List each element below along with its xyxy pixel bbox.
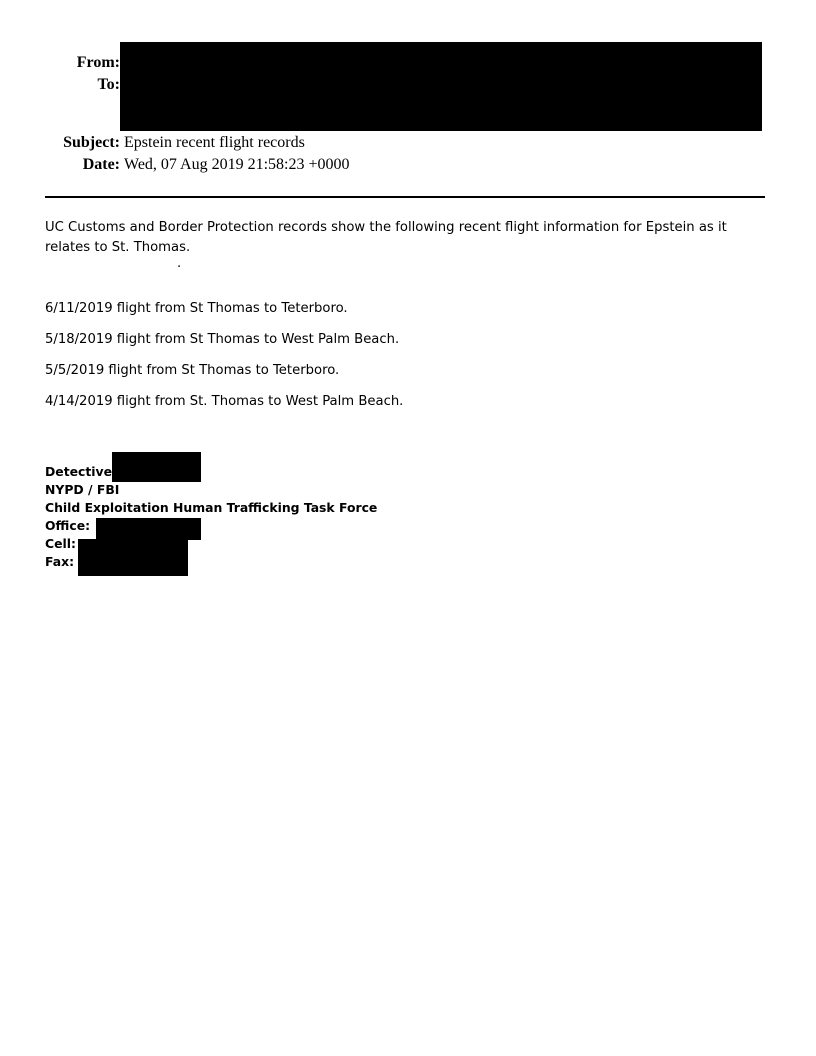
subject-label: Subject:: [63, 134, 120, 151]
flight-record: 6/11/2019 flight from St Thomas to Teterboro.: [45, 301, 348, 316]
header-divider: [45, 196, 765, 198]
office-label: Office:: [45, 518, 91, 533]
stray-mark: .: [177, 256, 182, 271]
fax-label: Fax:: [45, 554, 75, 569]
flight-record: 5/5/2019 flight from St Thomas to Teterboro.: [45, 363, 340, 378]
from-label: From:: [76, 54, 120, 71]
subject-value: Epstein recent flight records: [124, 134, 305, 151]
date-value: Wed, 07 Aug 2019 21:58:23 +0000: [124, 156, 350, 173]
date-label: Date:: [82, 156, 120, 173]
cell-label: Cell:: [45, 536, 76, 551]
signature-unit: Child Exploitation Human Trafficking Task Force: [45, 500, 378, 515]
signature-agency: NYPD / FBI: [45, 482, 120, 497]
fax-redaction: [78, 556, 188, 576]
intro-paragraph: UC Customs and Border Protection records show the following recent flight information for Epstein as it relates to St. Thomas.: [45, 220, 727, 255]
flight-record: 5/18/2019 flight from St Thomas to West Palm Beach.: [45, 332, 400, 347]
office-redaction: [96, 518, 201, 540]
flight-record: 4/14/2019 flight from St. Thomas to West Palm Beach.: [45, 394, 404, 409]
to-label: To:: [97, 76, 120, 93]
header-redaction: [120, 42, 762, 131]
signature-title: Detective: [45, 464, 113, 479]
name-redaction: [112, 452, 201, 482]
